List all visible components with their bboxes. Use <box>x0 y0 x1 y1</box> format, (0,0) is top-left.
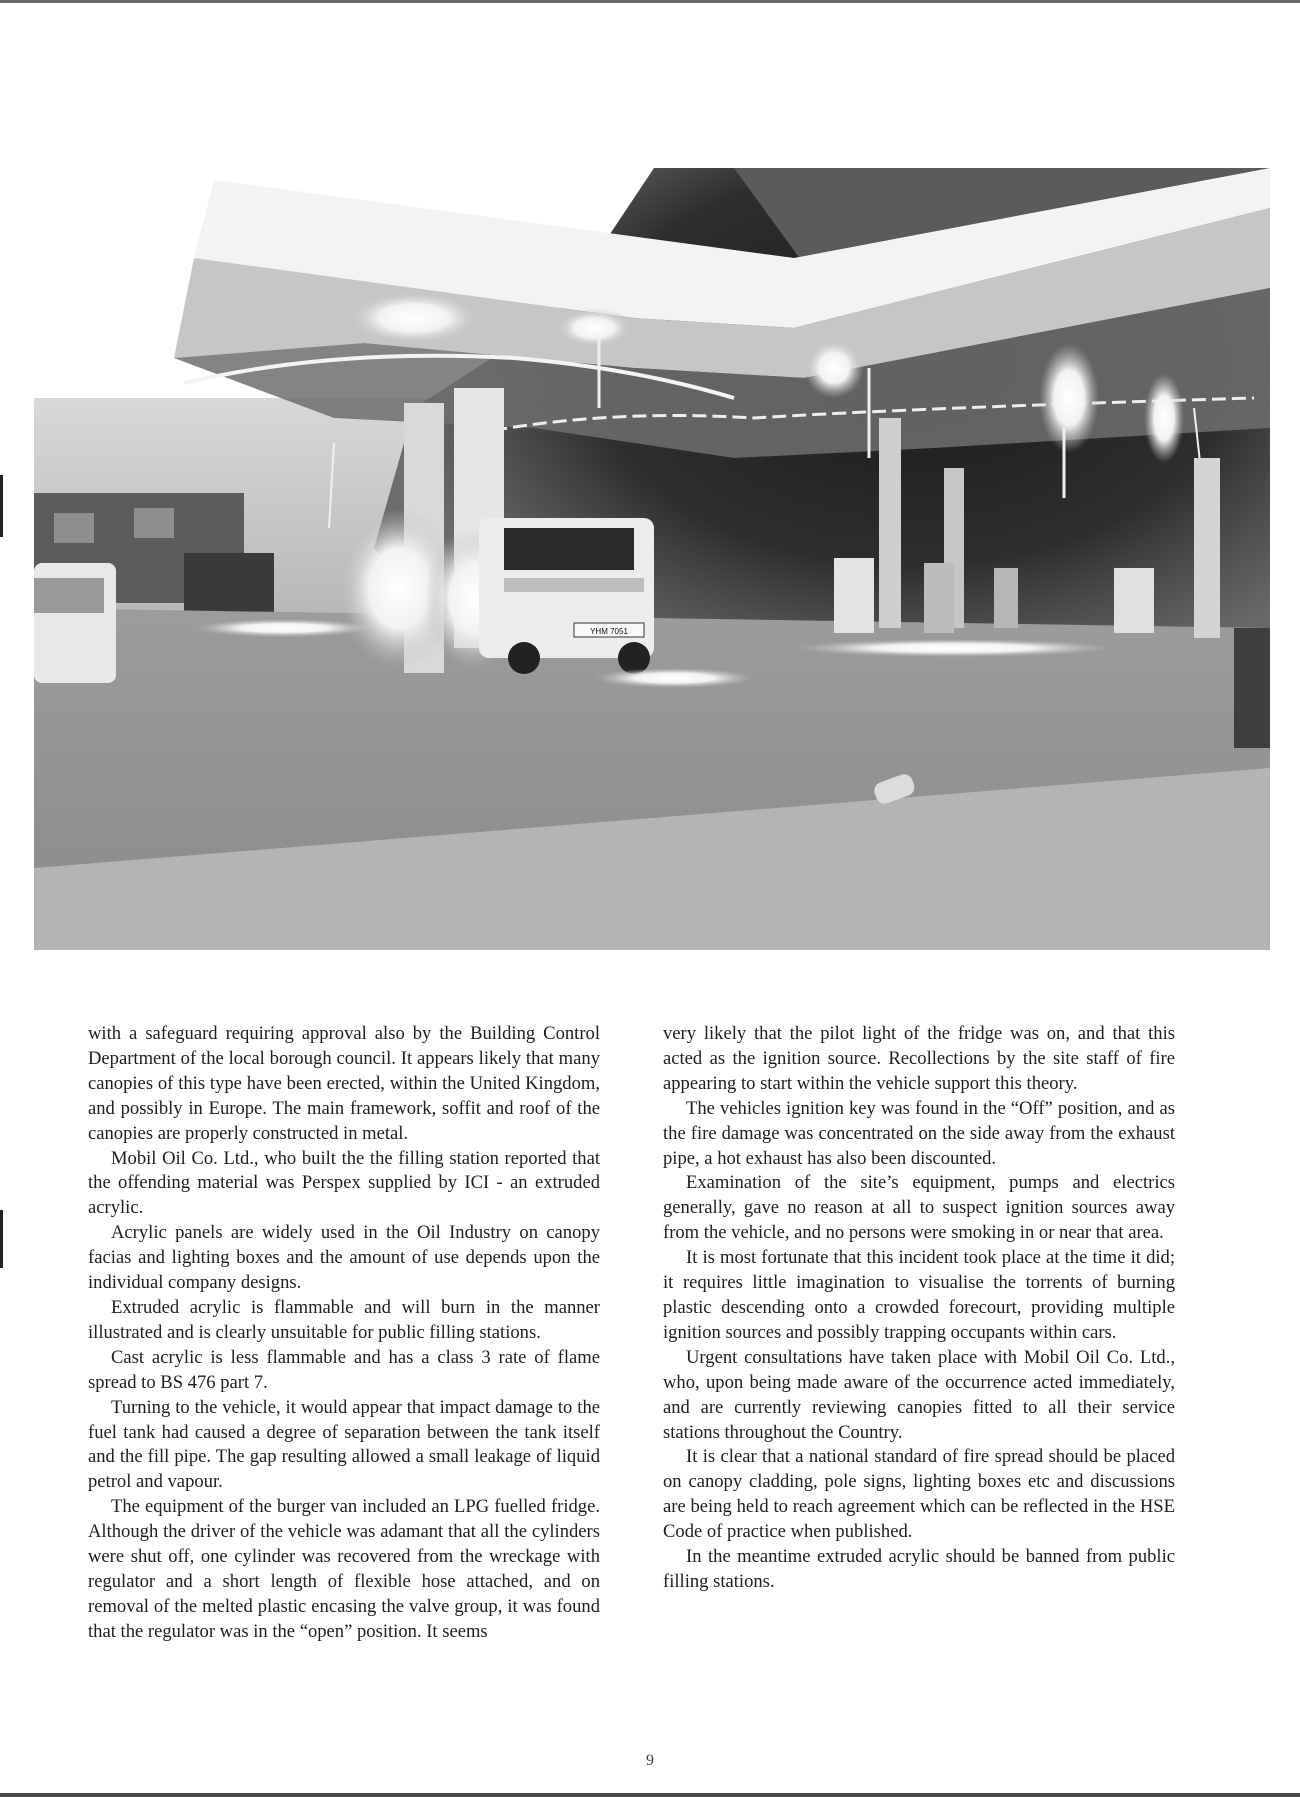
paragraph: It is most fortunate that this incident took place at the time it did; it requires little imagination to visualise the torrents of burning plastic descending onto a crowded forecourt, providing multiple ignition sources and possibly trapping occupants within cars. <box>663 1247 1175 1343</box>
burger-van <box>479 518 654 674</box>
page-number: 9 <box>646 1752 654 1769</box>
paragraph: The equipment of the burger van included an LPG fuelled fridge. Although the driver of the vehicle was adamant that all the cylinders were shut off, one cylinder was recovered from the wreckage with regulator and a short length of flexible hose attached, and on removal of the melted plastic encasing the valve group, it was found that the regulator was in the “open” position. It seems <box>88 1496 600 1642</box>
paragraph: with a safeguard requiring approval also by the Building Control Department of the local borough council. It appears likely that many canopies of this type have been erected, within the United Kingdom, and possibly in Europe. The main framework, soffit and roof of the canopies are properly constructed in metal. <box>88 1023 600 1144</box>
paragraph: In the meantime extruded acrylic should be banned from public filling stations. <box>663 1546 1175 1592</box>
article-column-right <box>663 1022 1175 1595</box>
paragraph: It is clear that a national standard of fire spread should be placed on canopy cladding, pole signs, lighting boxes etc and discussions are being held to reach agreement which can be reflected in the HSE Code of practice when published. <box>663 1446 1175 1543</box>
fire-photograph <box>34 168 1270 950</box>
paragraph: Cast acrylic is less flammable and has a class 3 rate of flame spread to BS 476 part 7. <box>88 1346 600 1393</box>
scan-edge-mark <box>0 475 3 537</box>
paragraph: very likely that the pilot light of the fridge was on, and that this acted as the ignition source. Recollections by the site staff of fire appearing to start within the vehicle support this theory. <box>663 1023 1175 1094</box>
bottom-rule <box>0 1793 1300 1797</box>
paragraph: Extruded acrylic is flammable and will burn in the manner illustrated and is clearly unsuitable for public filling stations. <box>88 1296 600 1343</box>
article-column-left <box>88 1022 600 1645</box>
top-rule <box>0 0 1300 3</box>
scan-edge-mark <box>0 1210 3 1268</box>
paragraph: The vehicles ignition key was found in the “Off” position, and as the fire damage was concentrated on the side away from the exhaust pipe, a hot exhaust has also been discounted. <box>663 1097 1175 1169</box>
paragraph: Urgent consultations have taken place with Mobil Oil Co. Ltd., who, upon being made aware of the occurrence acted immediately, and are currently reviewing canopies fitted to all their service stations throughout the Country. <box>663 1346 1175 1443</box>
paragraph: Turning to the vehicle, it would appear that impact damage to the fuel tank had caused a degree of separation between the tank itself and the fill pipe. The gap resulting allowed a small leakage of liquid petrol and vapour. <box>88 1396 600 1493</box>
paragraph: Acrylic panels are widely used in the Oil Industry on canopy facias and lighting boxes and the amount of use depends upon the individual company designs. <box>88 1222 600 1294</box>
paragraph: Mobil Oil Co. Ltd., who built the the filling station reported that the offending material was Perspex supplied by ICI - an extruded acrylic. <box>88 1147 600 1219</box>
paragraph: Examination of the site’s equipment, pumps and electrics generally, gave no reason at all to suspect ignition sources away from the vehicle, and no persons were smoking in or near that area. <box>663 1172 1175 1244</box>
van-plate: YHM 7051 <box>590 627 628 636</box>
